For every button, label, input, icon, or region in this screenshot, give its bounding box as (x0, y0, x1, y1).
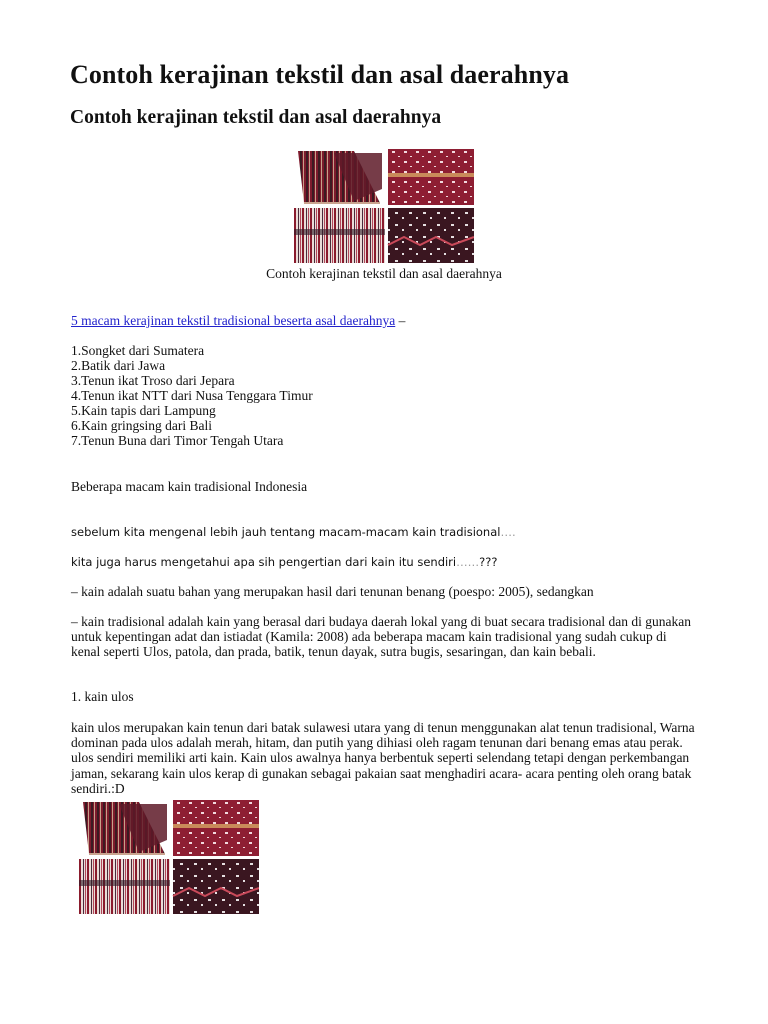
figure-caption: Contoh kerajinan tekstil dan asal daerahnya (266, 266, 502, 281)
list-item: 3.Tenun ikat Troso dari Jepara (71, 373, 235, 388)
list-item: 6.Kain gringsing dari Bali (71, 418, 212, 433)
intro-line (71, 313, 405, 328)
list-item: 7.Tenun Buna dari Timor Tengah Utara (71, 433, 284, 448)
page-subtitle: Contoh kerajinan tekstil dan asal daerahnya (70, 107, 442, 128)
list-item: 1.Songket dari Sumatera (71, 343, 205, 358)
question-line-2 (71, 555, 497, 570)
list-item: 2.Batik dari Jawa (71, 358, 166, 373)
section-heading: Beberapa macam kain tradisional Indonesia (71, 479, 308, 494)
ulos-paragraph: kain ulos merupakan kain tenun dari batak sulawesi utara yang di tenun menggunakan alat tenun tradisional, Warna dominan pada ulos adalah merah, hitam, dan putih yang dihiasi oleh ragam tenunan dari benang emas atau perak. ulos sendiri memiliki arti kain. Kain ulos awalnya hanya berbentuk seperti selendang tetapi dengan perkembangan jaman, sekarang kain ulos kerap di gunakan sebagai pakaian saat menghadiri acara- acara penting oleh orang batak sendiri.:D (71, 720, 695, 796)
question-2-marks: ??? (479, 555, 498, 569)
question-line-1 (71, 525, 516, 540)
textile-collage-image (294, 149, 474, 263)
intro-dash: – (395, 313, 406, 328)
question-1-text: sebelum kita mengenal lebih jauh tentang macam-macam kain tradisional (71, 525, 501, 539)
textile-collage-image (79, 800, 259, 914)
question-2-dots: …… (456, 555, 480, 569)
definition-kain: – kain adalah suatu bahan yang merupakan hasil dari tenunan benang (poespo: 2005), sedangkan (71, 584, 594, 599)
page-title: Contoh kerajinan tekstil dan asal daerahnya (70, 60, 570, 89)
list-item: 4.Tenun ikat NTT dari Nusa Tenggara Timur (71, 388, 313, 403)
definition-kain-tradisional: – kain tradisional adalah kain yang berasal dari budaya daerah lokal yang di buat secara tradisional dan di gunakan untuk kepentingan adat dan istiadat (Kamila: 2008) ada beberapa macam kain tradisional yang sudah cukup di kenal seperti Ulos, patola, dan prada, batik, tenun dayak, sutra bugis, sesaringan, dan kain bebali. (71, 614, 692, 660)
question-2-text: kita juga harus mengetahui apa sih pengertian dari kain itu sendiri (71, 555, 457, 569)
list-item: 5.Kain tapis dari Lampung (71, 403, 216, 418)
article-link[interactable]: 5 macam kerajinan tekstil tradisional beserta asal daerahnya (71, 313, 396, 328)
ulos-heading: 1. kain ulos (71, 689, 134, 704)
question-1-dots: …. (500, 525, 516, 539)
